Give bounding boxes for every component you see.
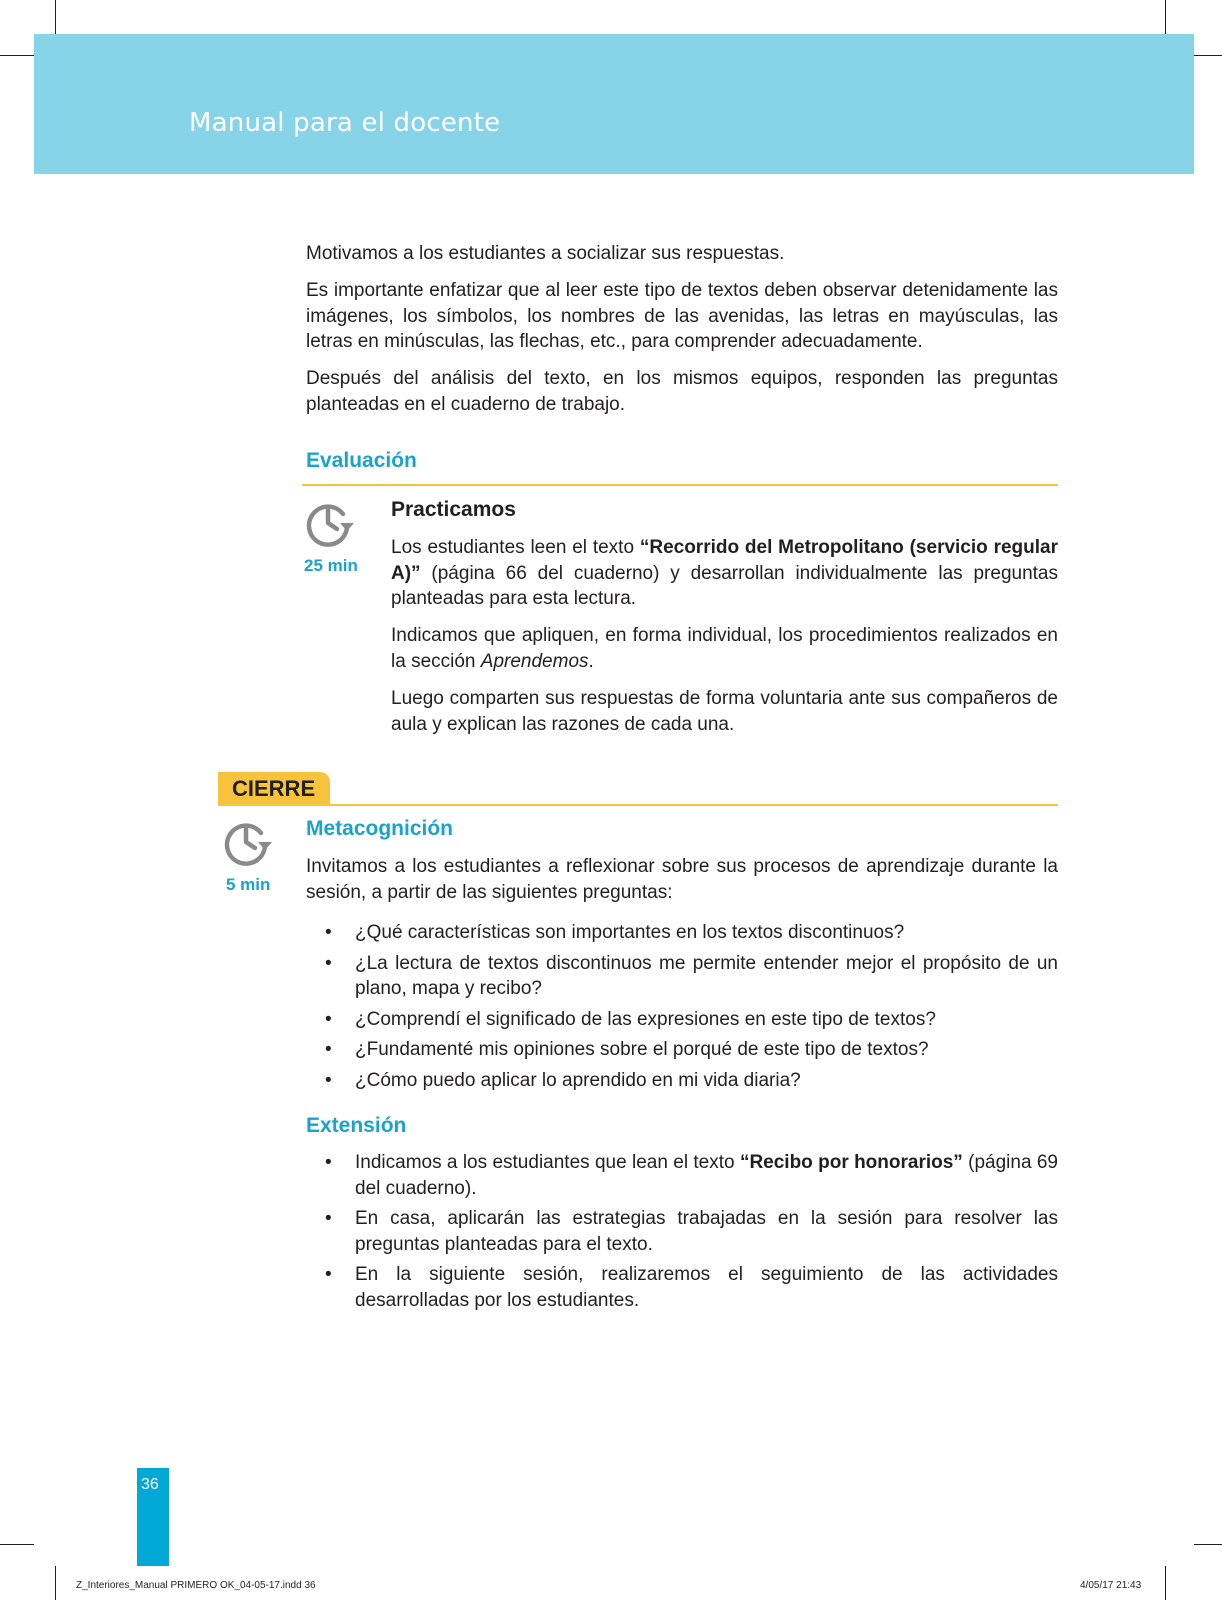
text-span: Indicamos a los estudiantes que lean el texto: [355, 1152, 740, 1173]
bullet: •: [325, 1152, 332, 1173]
list-item-text: ¿Comprendí el significado de las expresiones en este tipo de textos?: [355, 1008, 936, 1030]
bullet: •: [325, 1069, 332, 1091]
evaluacion-time: 25 min: [304, 556, 358, 575]
list-item: [306, 1262, 1058, 1313]
cierre-time: 5 min: [226, 875, 271, 894]
text-span: Los estudiantes leen el texto: [391, 537, 640, 558]
crop-mark: [1194, 1544, 1222, 1545]
list-item-text: ¿Cómo puedo aplicar lo aprendido en mi vida diaria?: [355, 1069, 801, 1091]
crop-mark: [1194, 55, 1222, 56]
bullet: •: [325, 952, 332, 974]
bullet: •: [325, 922, 332, 943]
header-title: Manual para el docente: [189, 108, 501, 138]
intro-paragraph-1: Motivamos a los estudiantes a socializar sus respuestas.: [306, 243, 785, 264]
metacognicion-heading: Metacognición: [306, 817, 454, 840]
list-item-text: ¿Qué características son importantes en los textos discontinuos?: [355, 922, 905, 943]
evaluacion-rule: [302, 484, 1058, 486]
list-item: [306, 1037, 1058, 1063]
text-span: (página 69 del cuaderno).: [355, 1152, 1058, 1199]
text-span: (página 66 del cuaderno) y desarrollan individualmente las preguntas planteadas para esta lectura.: [391, 562, 1058, 610]
text-bold-title: “Recibo por honorarios”: [739, 1152, 963, 1173]
header-band: [34, 34, 1194, 174]
cierre-label: CIERRE: [232, 776, 316, 801]
bullet: •: [325, 1008, 332, 1030]
metacognicion-intro: Invitamos a los estudiantes a reflexionar sobre sus procesos de aprendizaje durante la sesión, a partir de las siguientes preguntas:: [306, 856, 1058, 903]
practicamos-paragraph-2: [391, 623, 1058, 674]
intro-paragraph-3: Después del análisis del texto, en los mismos equipos, responden las preguntas planteadas en el cuaderno de trabajo.: [306, 368, 1058, 415]
practicamos-heading: Practicamos: [391, 498, 516, 521]
page-number: 36: [141, 1476, 159, 1493]
list-item-text: ¿Fundamenté mis opiniones sobre el porqué de este tipo de textos?: [355, 1039, 929, 1061]
crop-mark: [55, 1566, 56, 1600]
list-item-text: En la siguiente sesión, realizaremos el seguimiento de las actividades desarrolladas por los estudiantes.: [355, 1264, 1058, 1311]
bullet: •: [325, 1039, 332, 1061]
list-item: [306, 951, 1058, 1002]
list-item: [306, 1206, 1058, 1257]
list-item-text: ¿La lectura de textos discontinuos me permite entender mejor el propósito de un plano, mapa y recibo?: [355, 952, 1058, 1000]
footer-date-info: 4/05/17 21:43: [1080, 1580, 1142, 1591]
clock-icon: [222, 816, 278, 866]
list-item: [306, 920, 1058, 946]
crop-mark: [1165, 1566, 1166, 1600]
list-item: [306, 1068, 1058, 1094]
evaluacion-heading: Evaluación: [306, 449, 417, 472]
bullet: •: [325, 1264, 332, 1286]
extension-list: [306, 1150, 1058, 1314]
extension-heading: Extensión: [306, 1114, 407, 1137]
text-bold-title: “Recorrido del Metropolitano (servicio regular A)”: [391, 537, 1058, 584]
footer-file-info: Z_Interiores_Manual PRIMERO OK_04-05-17.indd 36: [76, 1580, 316, 1591]
text-italic: Aprendemos: [480, 650, 589, 672]
crop-mark: [0, 1544, 34, 1545]
metacognicion-questions: [306, 920, 1058, 1094]
intro-paragraph-2: Es importante enfatizar que al leer este tipo de textos deben observar detenidamente las imágenes, los símbolos, los nombres de las avenidas, las letras en mayúsculas, las letras en minúsculas, las flechas, etc., para comprender adecuadamente.: [306, 280, 1058, 353]
crop-mark: [0, 55, 34, 56]
practicamos-paragraph-1: [391, 535, 1058, 612]
crop-mark: [55, 0, 56, 34]
list-item-text: En casa, aplicarán las estrategias trabajadas en la sesión para resolver las preguntas planteadas para el texto.: [355, 1208, 1058, 1255]
list-item: [306, 1007, 1058, 1033]
crop-mark: [1165, 0, 1166, 34]
text-span: Indicamos que apliquen, en forma individual, los procedimientos realizados en la sección: [391, 625, 1058, 672]
bullet: •: [325, 1208, 332, 1230]
practicamos-paragraph-3: Luego comparten sus respuestas de forma voluntaria ante sus compañeros de aula y explican las razones de cada una.: [391, 688, 1058, 735]
text-span: .: [588, 650, 594, 672]
clock-icon: [304, 497, 360, 547]
cierre-rule: [218, 804, 1058, 806]
list-item: [306, 1150, 1058, 1201]
